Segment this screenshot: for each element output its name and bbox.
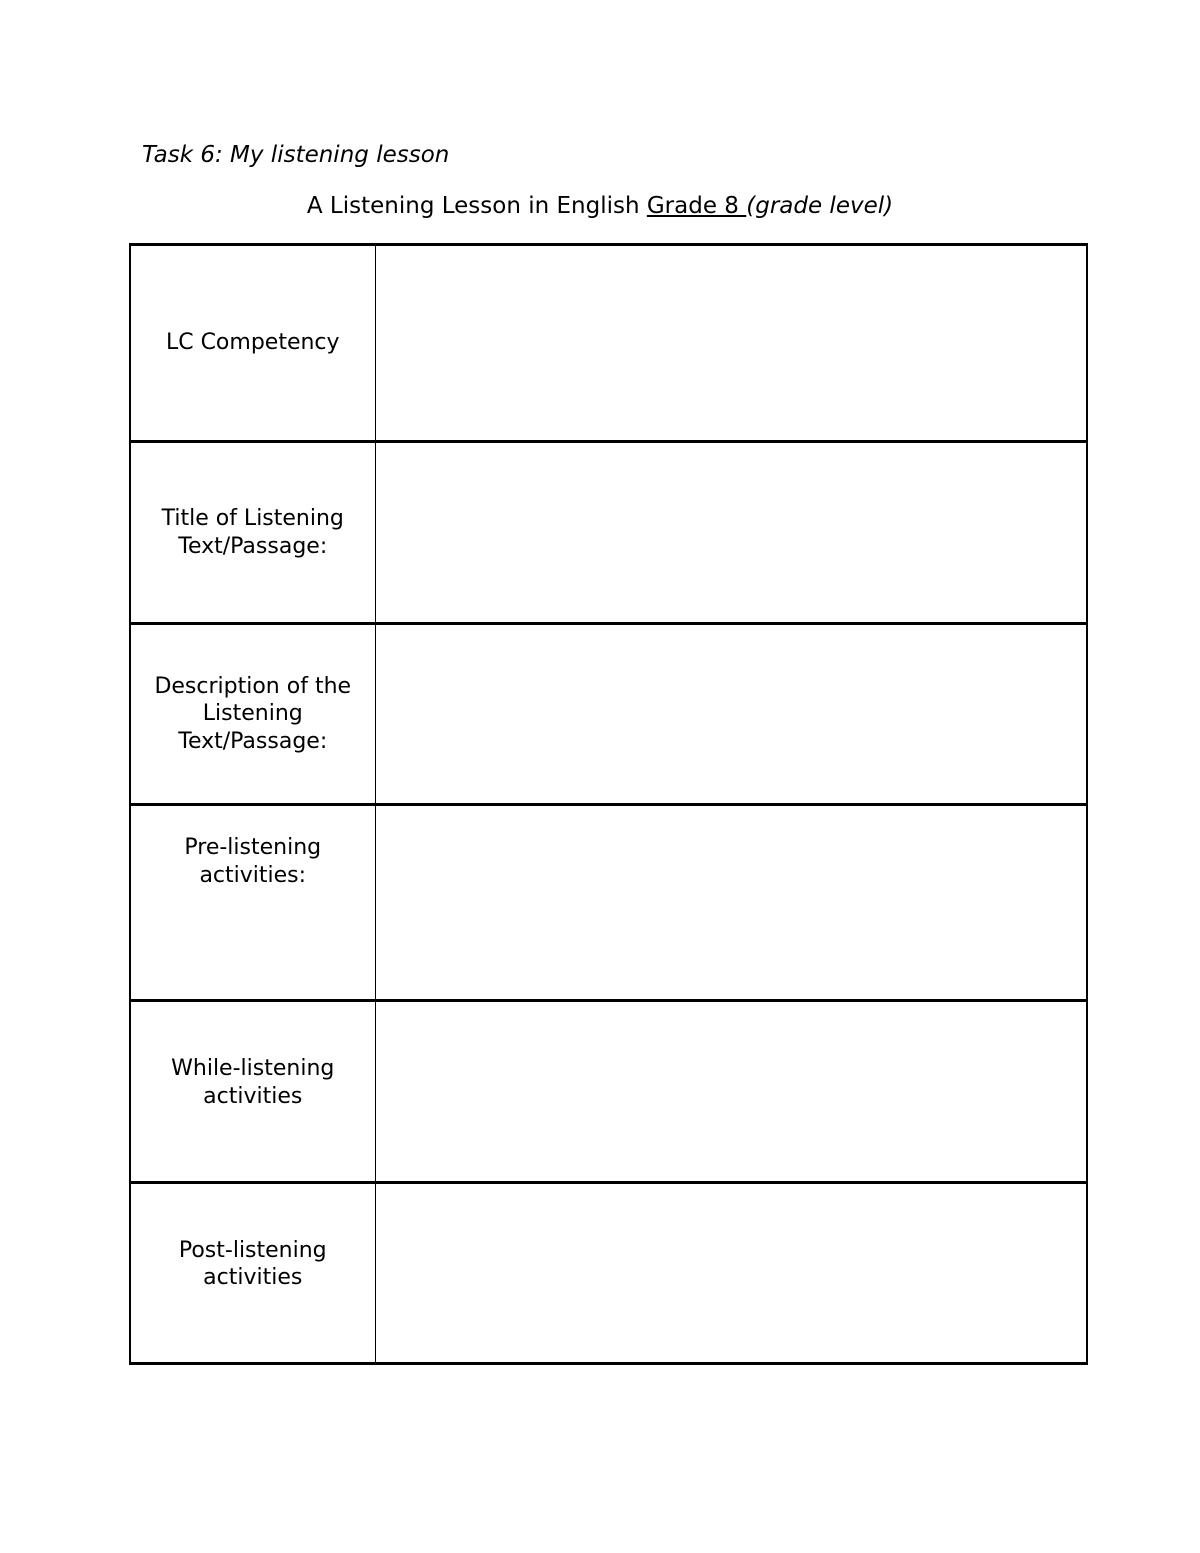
table-row-description (130, 624, 1087, 805)
row-label: Description of the Listening Text/Passage: (154, 673, 352, 754)
row-label-cell (130, 245, 375, 442)
row-entry-cell[interactable] (375, 624, 1087, 805)
table-row-post-listening (130, 1183, 1087, 1364)
table-row-title (130, 442, 1087, 624)
row-label-cell (130, 624, 375, 805)
row-entry-cell[interactable] (375, 1001, 1087, 1183)
row-label: LC Competency (165, 330, 340, 356)
row-entry-cell[interactable] (375, 805, 1087, 1001)
row-label-cell (130, 442, 375, 624)
grade-value: Grade 8 (646, 193, 747, 219)
row-label: Title of Listening Text/Passage: (161, 506, 344, 559)
row-entry-cell[interactable] (375, 442, 1087, 624)
table-row-lc-competency (130, 245, 1087, 442)
row-label-cell (130, 805, 375, 1001)
lesson-plan-table (129, 243, 1088, 1365)
row-entry-cell[interactable] (375, 1183, 1087, 1364)
table-row-while-listening (130, 1001, 1087, 1183)
row-label: Post-listening activities (178, 1237, 327, 1290)
row-label: While-listening activities (171, 1056, 335, 1109)
subtitle-prefix: A Listening Lesson in English (306, 193, 647, 219)
row-label-cell (130, 1001, 375, 1183)
row-label: Pre-listening activities: (184, 835, 322, 888)
grade-level-hint: (grade level) (746, 193, 894, 219)
row-label-cell (130, 1183, 375, 1364)
row-entry-cell[interactable] (375, 245, 1087, 442)
task-title: Task 6: My listening lesson (142, 142, 450, 168)
table-row-pre-listening (130, 805, 1087, 1001)
lesson-subtitle (0, 192, 1200, 220)
